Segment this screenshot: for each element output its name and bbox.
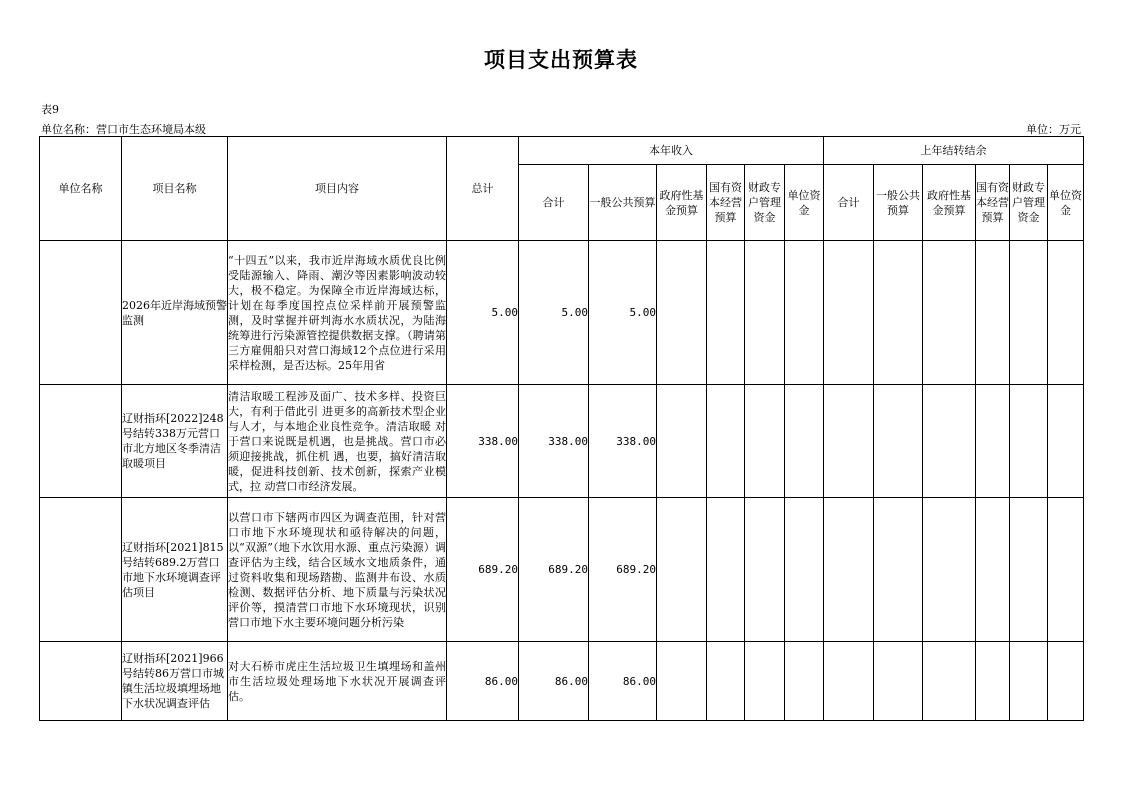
- row-empty-cell: [785, 642, 824, 721]
- row-empty-cell: [657, 241, 707, 385]
- budget-table: [39, 136, 1084, 721]
- row-empty-cell: [874, 241, 923, 385]
- row-empty-cell: [1010, 385, 1048, 498]
- row-empty-cell: [824, 498, 874, 642]
- row-empty-cell: [1048, 498, 1084, 642]
- row-empty-cell: [707, 385, 745, 498]
- table-row: [40, 241, 1084, 385]
- table-number: 表9: [41, 103, 59, 116]
- row-unit-name: [40, 385, 122, 498]
- header-unit-fund: 单位资金: [785, 165, 824, 241]
- row-empty-cell: [1010, 642, 1048, 721]
- row-empty-cell: [745, 642, 785, 721]
- row-project-name: 辽财指环[2022]248号结转338万元营口市北方地区冬季清洁取暖项目: [122, 385, 228, 498]
- header-prior-year-carryover: 上年结转结余: [824, 137, 1084, 165]
- header-carryover-general-public: 一般公共预算: [874, 165, 923, 241]
- row-total: 338.00: [447, 385, 519, 498]
- row-empty-cell: [657, 385, 707, 498]
- row-empty-cell: [745, 385, 785, 498]
- table-row: [40, 385, 1084, 498]
- header-project-name: 项目名称: [122, 137, 228, 241]
- row-empty-cell: [745, 498, 785, 642]
- row-project-content: 清洁取暖工程涉及面广、技术多样、投资巨大，有利于借此引 进更多的高新技术型企业与人才，与本地企业良性竞争。清洁取暖 对于营口来说既是机遇，也是挑战。营口市必须迎接挑战，抓住机 遇，也要，搞好清洁取暖，促进科技创新、技术创新，探索产业模式，拉 动营口市经济发展。: [228, 385, 447, 498]
- header-gov-fund-budget: 政府性基金预算: [657, 165, 707, 241]
- row-empty-cell: [785, 498, 824, 642]
- row-empty-cell: [1048, 241, 1084, 385]
- row-empty-cell: [785, 241, 824, 385]
- row-empty-cell: [1048, 642, 1084, 721]
- header-carryover-gov-fund: 政府性基金预算: [923, 165, 976, 241]
- header-carryover-fiscal-special: 财政专户管理资金: [1010, 165, 1048, 241]
- header-total: 总计: [447, 137, 519, 241]
- row-project-content: “十四五”以来，我市近岸海域水质优良比例受陆源输入、降雨、潮汐等因素影响波动较大，极不稳定。为保障全市近岸海域达标，计划在每季度国控点位采样前开展预警监测，及时掌握并研判海水水质状况，为陆海统筹进行污染源管控提供数据支撑。（聘请第三方雇佣船只对营口海域12个点位进行采用采样检测，是否达标。25年用省: [228, 241, 447, 385]
- row-empty-cell: [1048, 385, 1084, 498]
- header-carryover-state-capital: 国有资本经营预算: [976, 165, 1010, 241]
- row-empty-cell: [1010, 241, 1048, 385]
- row-project-content: 以营口市下辖两市四区为调查范围，针对营口市地下水环境现状和亟待解决的问题，以“双源”（地下水饮用水源、重点污染源）调查评估为主线，结合区域水文地质条件，通过资料收集和现场踏勘、监测井布设、水质检测、数据评估分析、地下质量与污染状况评价等，摸清营口市地下水环境现状，识别营口市地下水主要环境问题分析污染: [228, 498, 447, 642]
- header-current-year-income: 本年收入: [519, 137, 824, 165]
- row-empty-cell: [707, 498, 745, 642]
- header-fiscal-special-account: 财政专户管理资金: [745, 165, 785, 241]
- header-unit-name: 单位名称: [40, 137, 122, 241]
- row-subtotal: 689.20: [519, 498, 589, 642]
- header-state-capital-budget: 国有资本经营预算: [707, 165, 745, 241]
- header-carryover-subtotal: 合计: [824, 165, 874, 241]
- row-empty-cell: [824, 385, 874, 498]
- currency-unit-label: 单位：万元: [1026, 123, 1081, 136]
- row-empty-cell: [923, 498, 976, 642]
- row-project-name: 2026年近岸海域预警监测: [122, 241, 228, 385]
- row-empty-cell: [923, 241, 976, 385]
- row-unit-name: [40, 498, 122, 642]
- row-empty-cell: [923, 642, 976, 721]
- row-unit-name: [40, 241, 122, 385]
- row-empty-cell: [824, 241, 874, 385]
- row-empty-cell: [874, 642, 923, 721]
- header-project-content: 项目内容: [228, 137, 447, 241]
- table-row: [40, 498, 1084, 642]
- row-project-content: 对大石桥市虎庄生活垃圾卫生填埋场和盖州市生活垃圾处理场地下水状况开展调查评估。: [228, 642, 447, 721]
- row-subtotal: 338.00: [519, 385, 589, 498]
- row-general-public: 86.00: [589, 642, 657, 721]
- row-empty-cell: [785, 385, 824, 498]
- header-subtotal: 合计: [519, 165, 589, 241]
- row-total: 689.20: [447, 498, 519, 642]
- table-row: [40, 642, 1084, 721]
- row-empty-cell: [874, 498, 923, 642]
- row-empty-cell: [707, 241, 745, 385]
- row-empty-cell: [1010, 498, 1048, 642]
- row-unit-name: [40, 642, 122, 721]
- row-general-public: 5.00: [589, 241, 657, 385]
- row-project-name: 辽财指环[2021]815号结转689.2万营口市地下水环境调查评估项目: [122, 498, 228, 642]
- unit-name-label: 单位名称：营口市生态环境局本级: [41, 123, 206, 136]
- header-general-public-budget: 一般公共预算: [589, 165, 657, 241]
- header-carryover-unit-fund: 单位资金: [1048, 165, 1084, 241]
- page-title: 项目支出预算表: [484, 48, 638, 72]
- row-empty-cell: [976, 241, 1010, 385]
- row-project-name: 辽财指环[2021]966号结转86万营口市城镇生活垃圾填埋场地下水状况调查评估: [122, 642, 228, 721]
- row-empty-cell: [976, 642, 1010, 721]
- row-empty-cell: [657, 642, 707, 721]
- row-empty-cell: [976, 385, 1010, 498]
- row-empty-cell: [976, 498, 1010, 642]
- row-empty-cell: [707, 642, 745, 721]
- row-subtotal: 86.00: [519, 642, 589, 721]
- row-empty-cell: [745, 241, 785, 385]
- row-subtotal: 5.00: [519, 241, 589, 385]
- row-empty-cell: [657, 498, 707, 642]
- row-general-public: 338.00: [589, 385, 657, 498]
- row-total: 5.00: [447, 241, 519, 385]
- row-total: 86.00: [447, 642, 519, 721]
- row-empty-cell: [874, 385, 923, 498]
- row-general-public: 689.20: [589, 498, 657, 642]
- row-empty-cell: [923, 385, 976, 498]
- row-empty-cell: [824, 642, 874, 721]
